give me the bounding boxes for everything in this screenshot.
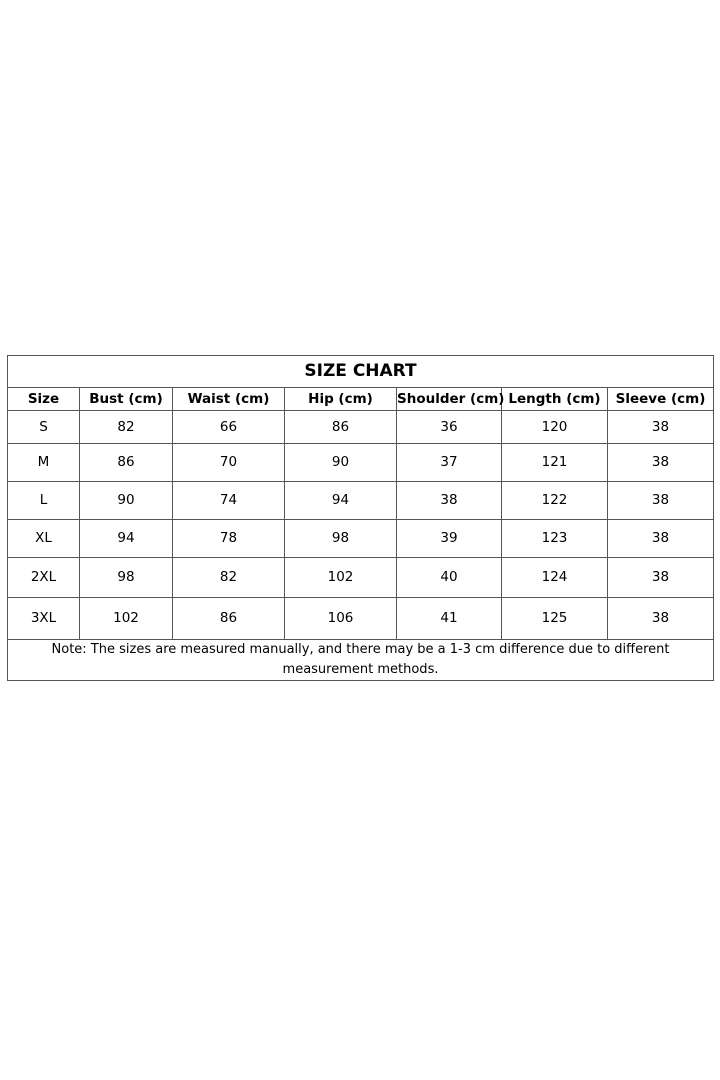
- header-length: Length (cm): [502, 388, 608, 411]
- cell-hip: 94: [285, 482, 397, 520]
- table-row: [8, 482, 714, 520]
- cell-hip: 102: [285, 558, 397, 598]
- cell-shoulder: 39: [397, 520, 502, 558]
- header-bust: Bust (cm): [80, 388, 173, 411]
- cell-waist: 66: [173, 411, 285, 444]
- cell-size: L: [8, 482, 80, 520]
- cell-waist: 82: [173, 558, 285, 598]
- header-sleeve: Sleeve (cm): [608, 388, 714, 411]
- cell-size: S: [8, 411, 80, 444]
- cell-waist: 78: [173, 520, 285, 558]
- cell-sleeve: 38: [608, 520, 714, 558]
- cell-sleeve: 38: [608, 598, 714, 640]
- table-row: [8, 598, 714, 640]
- cell-sleeve: 38: [608, 411, 714, 444]
- cell-sleeve: 38: [608, 558, 714, 598]
- cell-size: XL: [8, 520, 80, 558]
- cell-length: 122: [502, 482, 608, 520]
- cell-bust: 98: [80, 558, 173, 598]
- cell-waist: 86: [173, 598, 285, 640]
- cell-length: 120: [502, 411, 608, 444]
- cell-waist: 74: [173, 482, 285, 520]
- table-row: [8, 444, 714, 482]
- table-row: [8, 558, 714, 598]
- size-chart-table: [7, 355, 714, 681]
- cell-length: 123: [502, 520, 608, 558]
- cell-length: 125: [502, 598, 608, 640]
- chart-title: SIZE CHART: [8, 356, 714, 388]
- cell-waist: 70: [173, 444, 285, 482]
- cell-size: 2XL: [8, 558, 80, 598]
- header-waist: Waist (cm): [173, 388, 285, 411]
- header-shoulder: Shoulder (cm): [397, 388, 502, 411]
- cell-bust: 82: [80, 411, 173, 444]
- cell-hip: 90: [285, 444, 397, 482]
- cell-hip: 98: [285, 520, 397, 558]
- cell-shoulder: 37: [397, 444, 502, 482]
- cell-length: 121: [502, 444, 608, 482]
- cell-hip: 86: [285, 411, 397, 444]
- note-row: [8, 640, 714, 681]
- table-row: [8, 411, 714, 444]
- cell-bust: 86: [80, 444, 173, 482]
- cell-size: M: [8, 444, 80, 482]
- measurement-note: Note: The sizes are measured manually, and there may be a 1-3 cm difference due to different measurement methods.: [8, 640, 714, 681]
- table-row: [8, 520, 714, 558]
- cell-shoulder: 41: [397, 598, 502, 640]
- cell-bust: 90: [80, 482, 173, 520]
- cell-hip: 106: [285, 598, 397, 640]
- cell-shoulder: 38: [397, 482, 502, 520]
- title-row: [8, 356, 714, 388]
- cell-sleeve: 38: [608, 482, 714, 520]
- cell-bust: 94: [80, 520, 173, 558]
- cell-bust: 102: [80, 598, 173, 640]
- cell-sleeve: 38: [608, 444, 714, 482]
- cell-size: 3XL: [8, 598, 80, 640]
- header-size: Size: [8, 388, 80, 411]
- cell-shoulder: 36: [397, 411, 502, 444]
- header-hip: Hip (cm): [285, 388, 397, 411]
- header-row: [8, 388, 714, 411]
- cell-shoulder: 40: [397, 558, 502, 598]
- cell-length: 124: [502, 558, 608, 598]
